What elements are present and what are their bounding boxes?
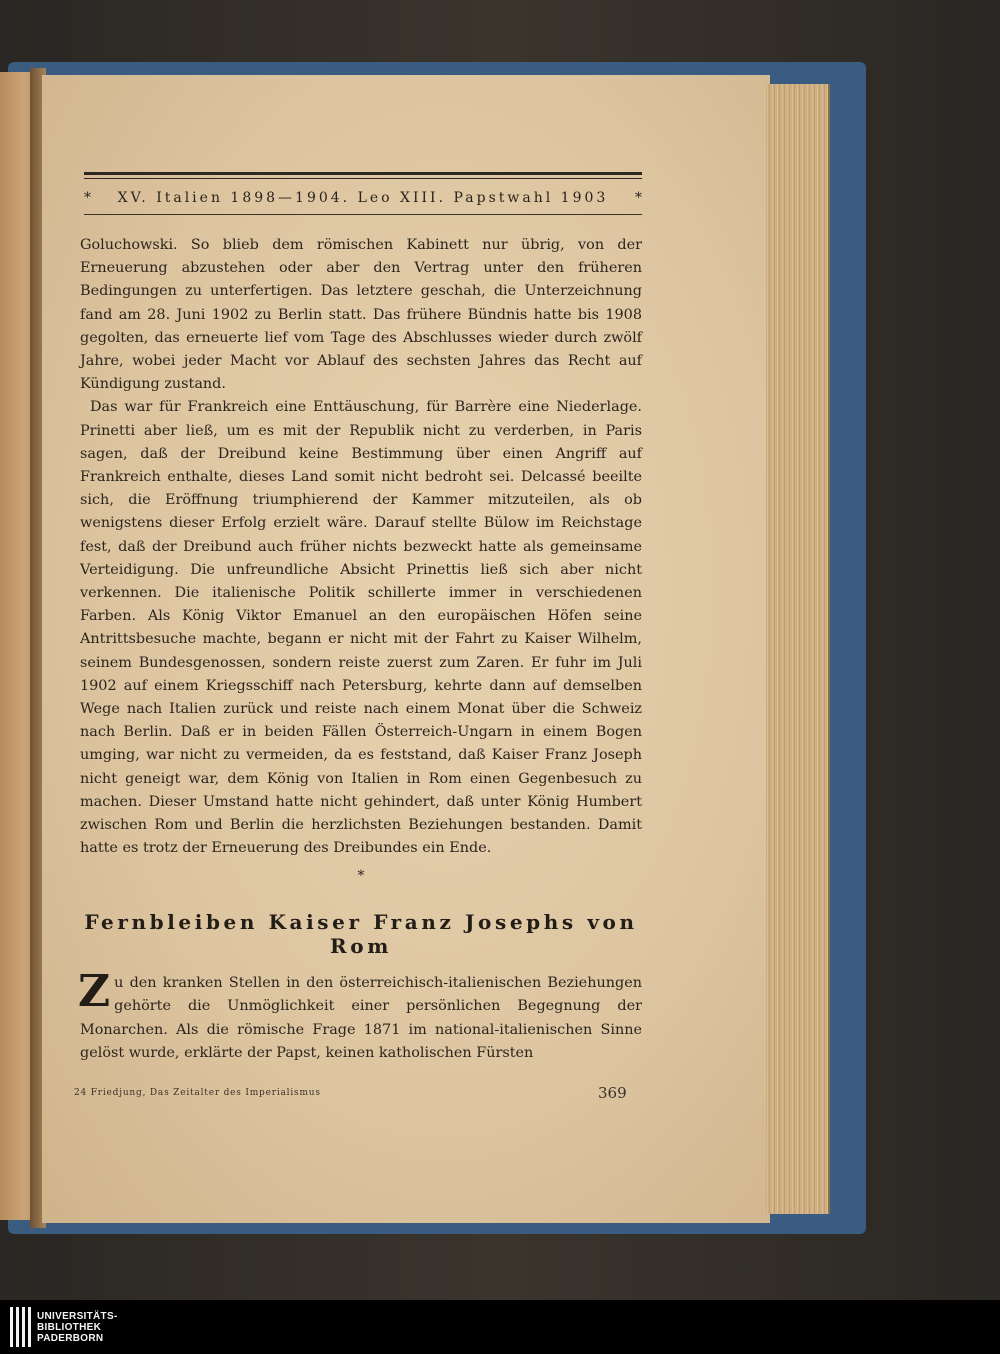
paragraph: Goluchowski. So blieb dem römischen Kabinett nur übrig, von der Erneuerung abzustehen oder aber den Vertrag unter den früheren Bedingungen zu unterfertigen. Das letztere geschah, die Unterzeichnung fand am 28. Juni 1902 zu Berlin statt. Das frühere Bündnis hatte bis 1908 gegolten, das erneuerte lief vom Tage des Abschlusses wieder durch zwölf Jahre, wobei jeder Macht vor Ablauf des sechsten Jahres das Recht auf Kündigung zustand. — [80, 237, 642, 393]
body-text — [80, 234, 642, 860]
section-paragraph — [78, 966, 642, 1066]
logo-line-3: PADERBORN — [37, 1332, 104, 1344]
section-text — [78, 966, 642, 1066]
logo-line-1: UNIVERSITÄTS- — [37, 1310, 118, 1322]
running-head-right-mark: * — [634, 190, 642, 206]
page-stack-edges — [766, 84, 830, 1214]
paragraph: Das war für Frankreich eine Enttäuschung, für Barrère eine Niederlage. Prinetti aber ließ, um es mit der Republik nicht zu verderben, in Paris sagen, daß der Dreibund keine Bestimmung über einen Angriff auf Frankreich enthalte, dieses Land somit nicht bedroht sei. Delcassé beeilte sich, die Eröffnung triumphierend der Kammer mitzuteilen, als ob wenigstens dieser Erfolg erzielt wäre. Darauf stellte Bülow im Reichstage fest, daß der Dreibund auch früher nichts bezweckt hatte als gemeinsame Verteidigung. Die unfreundliche Absicht Prinettis ließ sich aber nicht verkennen. Die italienische Politik schillerte immer in verschiedenen Farben. Als König Viktor Emanuel an den europäischen Höfen seine Antrittsbesuche machte, begann er nicht mit der Fahrt zu Kaiser Wilhelm, seinem Bundesgenossen, sondern reiste zuerst zum Zaren. Er fuhr im Juli 1902 auf einem Kriegsschiff nach Petersburg, kehrte dann auf demselben Wege nach Italien zurück und reiste nach einem Monat über die Schweiz nach Berlin. Daß er in beiden Fällen Österreich-Ungarn in einem Bogen umging, war nicht zu vermeiden, da es feststand, daß Kaiser Franz Joseph nicht geneigt war, dem König von Italien in Rom einen Gegenbesuch zu machen. Dieser Umstand hatte nicht gehindert, daß unter König Humbert zwischen Rom und Berlin die herzlichsten Beziehungen bestanden. Damit hatte es trotz der Erneuerung des Dreibundes ein Ende. — [80, 399, 642, 857]
header-rule-thin — [84, 178, 642, 179]
library-logo-text — [37, 1311, 118, 1344]
running-head — [84, 186, 642, 210]
section-heading: Fernbleiben Kaiser Franz Josephs von Rom — [84, 910, 638, 958]
page-number: 369 — [598, 1084, 627, 1102]
running-head-title: XV. Italien 1898—1904. Leo XIII. Papstwahl 1903 — [117, 190, 609, 206]
section-paragraph-text: u den kranken Stellen in den österreichisch-italienischen Beziehungen gehörte die Unmöglichkeit einer persönlichen Begegnung der Monarchen. Als die römische Frage 1871 im national-italienischen Sinne gelöst wurde, erklärte der Papst, keinen katholischen Fürsten — [80, 975, 642, 1062]
signature-line: 24 Friedjung, Das Zeitalter des Imperialismus — [74, 1088, 321, 1098]
running-head-left-mark: * — [84, 190, 91, 206]
header-rule-bottom — [84, 214, 642, 215]
library-logo — [10, 1303, 118, 1351]
library-logo-icon — [10, 1307, 31, 1347]
drop-cap: Z — [78, 966, 111, 1017]
header-rule-thick — [84, 172, 642, 175]
section-divider: * — [357, 868, 365, 884]
logo-line-2: BIBLIOTHEK — [37, 1321, 102, 1333]
library-footer — [0, 1300, 1000, 1354]
